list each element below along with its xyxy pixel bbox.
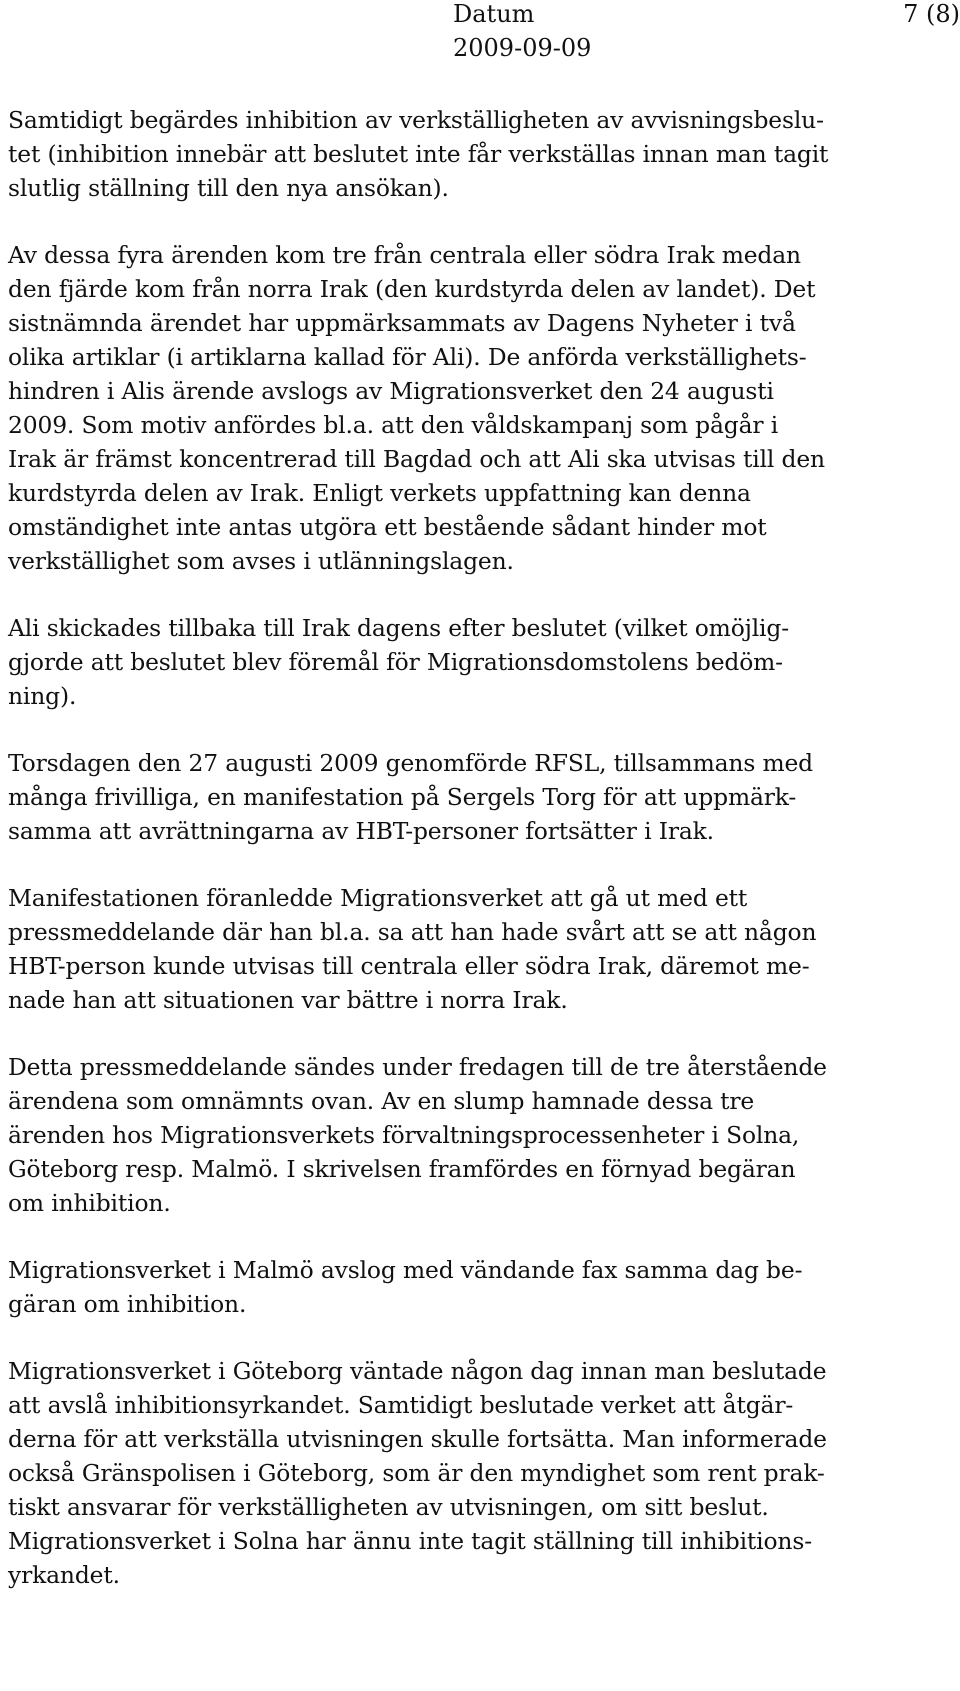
text-line: många frivilliga, en manifestation på Sergels Torg för att uppmärk- (8, 783, 797, 811)
text-line: Samtidigt begärdes inhibition av verkställigheten av avvisningsbeslu- (8, 106, 824, 134)
text-line: samma att avrättningarna av HBT-personer fortsätter i Irak. (8, 817, 714, 845)
text-line: Detta pressmeddelande sändes under fredagen till de tre återstående (8, 1053, 827, 1081)
text-line: Migrationsverket i Solna har ännu inte tagit ställning till inhibitions- (8, 1527, 812, 1555)
text-line: att avslå inhibitionsyrkandet. Samtidigt beslutade verket att åtgär- (8, 1391, 794, 1419)
text-line: Irak är främst koncentrerad till Bagdad och att Ali ska utvisas till den (8, 445, 825, 473)
text-line: olika artiklar (i artiklarna kallad för Ali). De anförda verkställighets- (8, 343, 807, 371)
text-line: HBT-person kunde utvisas till centrala eller södra Irak, däremot me- (8, 952, 810, 980)
paragraph (8, 1050, 952, 1220)
text-line: ärenden hos Migrationsverkets förvaltningsprocessenheter i Solna, (8, 1121, 800, 1149)
document-body (8, 103, 952, 1592)
text-line: Migrationsverket i Malmö avslog med vändande fax samma dag be- (8, 1256, 803, 1284)
text-line: derna för att verkställa utvisningen skulle fortsätta. Man informerade (8, 1425, 827, 1453)
date-label: Datum (453, 0, 535, 28)
text-line: Ali skickades tillbaka till Irak dagens efter beslutet (vilket omöjlig- (8, 614, 789, 642)
paragraph (8, 103, 952, 205)
text-line: omständighet inte antas utgöra ett bestående sådant hinder mot (8, 513, 767, 541)
text-line: tet (inhibition innebär att beslutet inte får verkställas innan man tagit (8, 140, 829, 168)
page-header (0, 0, 960, 70)
text-line: gäran om inhibition. (8, 1290, 247, 1318)
text-line: tiskt ansvarar för verkställigheten av utvisningen, om sitt beslut. (8, 1493, 769, 1521)
text-line: Göteborg resp. Malmö. I skrivelsen framfördes en förnyad begäran (8, 1155, 796, 1183)
page-number: 7 (8) (903, 0, 960, 28)
text-line: hindren i Alis ärende avslogs av Migrationsverket den 24 augusti (8, 377, 774, 405)
paragraph (8, 746, 952, 848)
text-line: verkställighet som avses i utlänningslagen. (8, 547, 514, 575)
text-line: ning). (8, 682, 77, 710)
text-line: om inhibition. (8, 1189, 171, 1217)
document-date: 2009-09-09 (453, 34, 592, 62)
paragraph (8, 611, 952, 713)
text-line: den fjärde kom från norra Irak (den kurdstyrda delen av landet). Det (8, 275, 816, 303)
text-line: 2009. Som motiv anfördes bl.a. att den våldskampanj som pågår i (8, 411, 779, 439)
text-line: också Gränspolisen i Göteborg, som är den myndighet som rent prak- (8, 1459, 825, 1487)
text-line: yrkandet. (8, 1561, 120, 1589)
paragraph (8, 1354, 952, 1592)
text-line: slutlig ställning till den nya ansökan). (8, 174, 449, 202)
text-line: gjorde att beslutet blev föremål för Migrationsdomstolens bedöm- (8, 648, 783, 676)
text-line: Migrationsverket i Göteborg väntade någon dag innan man beslutade (8, 1357, 827, 1385)
text-line: Av dessa fyra ärenden kom tre från centrala eller södra Irak medan (8, 241, 801, 269)
text-line: kurdstyrda delen av Irak. Enligt verkets uppfattning kan denna (8, 479, 751, 507)
text-line: pressmeddelande där han bl.a. sa att han hade svårt att se att någon (8, 918, 817, 946)
paragraph (8, 238, 952, 578)
text-line: ärendena som omnämnts ovan. Av en slump hamnade dessa tre (8, 1087, 755, 1115)
paragraph (8, 881, 952, 1017)
paragraph (8, 1253, 952, 1321)
text-line: sistnämnda ärendet har uppmärksammats av Dagens Nyheter i två (8, 309, 796, 337)
text-line: Manifestationen föranledde Migrationsverket att gå ut med ett (8, 884, 748, 912)
text-line: Torsdagen den 27 augusti 2009 genomförde RFSL, tillsammans med (8, 749, 814, 777)
text-line: nade han att situationen var bättre i norra Irak. (8, 986, 568, 1014)
